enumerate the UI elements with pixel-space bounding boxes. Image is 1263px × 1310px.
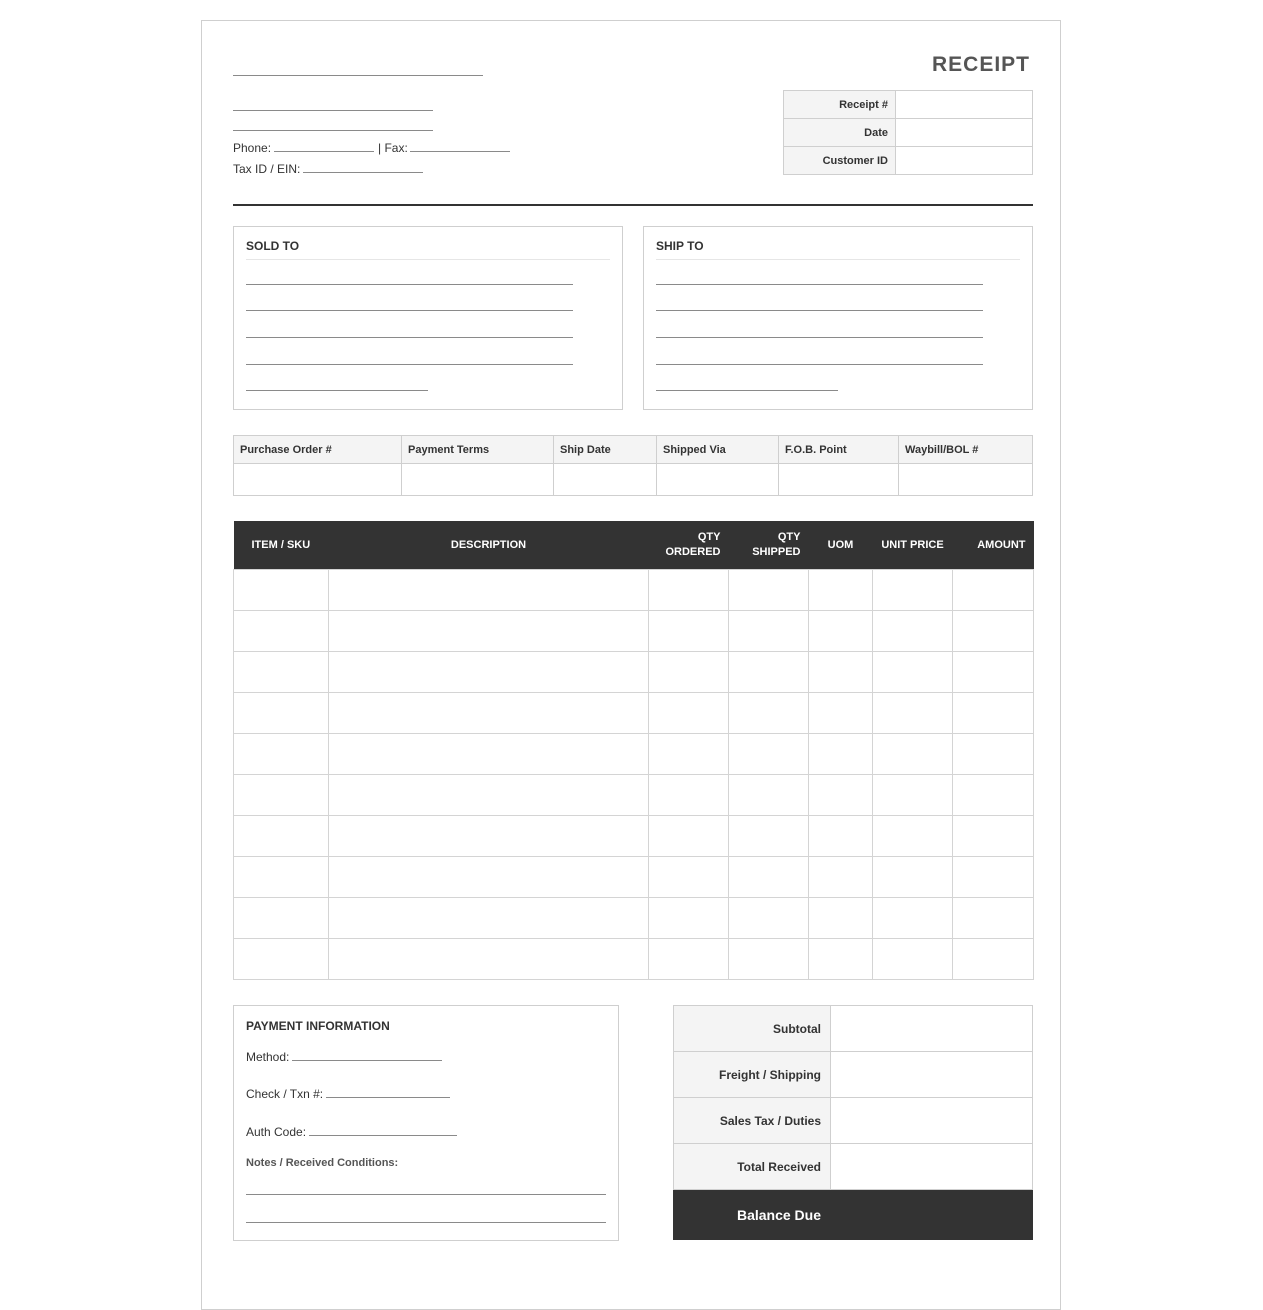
cell-unit-price[interactable] <box>873 611 953 652</box>
cell-unit-price[interactable] <box>873 734 953 775</box>
cell-unit-price[interactable] <box>873 939 953 980</box>
payment-info-box <box>233 1005 619 1241</box>
cell-qty-ordered[interactable] <box>649 611 729 652</box>
table-row <box>234 611 1034 652</box>
check-txn-label: Check / Txn #: <box>246 1087 324 1101</box>
balance-due-label: Balance Due <box>674 1190 831 1240</box>
col-shipped-via: Shipped Via <box>657 436 779 464</box>
col-item-sku: ITEM / SKU <box>234 521 329 570</box>
sold-to-line-5[interactable] <box>246 390 428 391</box>
freight-label: Freight / Shipping <box>674 1052 831 1098</box>
col-waybill: Waybill/BOL # <box>899 436 1033 464</box>
cell-qty-shipped[interactable] <box>729 898 809 939</box>
receipt-number-label: Receipt # <box>784 91 896 119</box>
cell-description[interactable] <box>329 898 649 939</box>
cell-uom[interactable] <box>809 898 873 939</box>
sold-to-line-2[interactable] <box>246 310 573 311</box>
ship-to-title: SHIP TO <box>656 239 1020 260</box>
col-uom: UOM <box>809 521 873 570</box>
subtotal-value[interactable] <box>831 1006 1033 1052</box>
payment-terms-value[interactable] <box>402 464 554 496</box>
date-value[interactable] <box>896 119 1033 147</box>
sales-tax-value[interactable] <box>831 1098 1033 1144</box>
qty-ordered-line-2: ORDERED <box>665 546 721 558</box>
tax-id-label: Tax ID / EIN: <box>233 162 301 176</box>
meta-row-receipt-number <box>784 91 1033 119</box>
items-body <box>234 570 1034 980</box>
qty-shipped-line-2: SHIPPED <box>752 546 801 558</box>
cell-qty-shipped[interactable] <box>729 693 809 734</box>
table-row <box>234 693 1034 734</box>
meta-row-date <box>784 119 1033 147</box>
cell-qty-shipped[interactable] <box>729 857 809 898</box>
notes-line-2[interactable] <box>246 1222 606 1223</box>
table-row <box>234 652 1034 693</box>
cell-description[interactable] <box>329 693 649 734</box>
method-line[interactable] <box>292 1060 442 1061</box>
col-qty-ordered <box>649 521 729 570</box>
cell-unit-price[interactable] <box>873 775 953 816</box>
total-received-label: Total Received <box>674 1144 831 1190</box>
ship-date-value[interactable] <box>554 464 657 496</box>
cell-qty-ordered[interactable] <box>649 939 729 980</box>
customer-id-label: Customer ID <box>784 147 896 175</box>
shipping-info-table <box>233 435 1033 496</box>
ship-to-line-1[interactable] <box>656 284 983 285</box>
subtotal-row <box>674 1006 1033 1052</box>
table-row <box>234 734 1034 775</box>
cell-unit-price[interactable] <box>873 652 953 693</box>
shipping-header-row <box>234 436 1033 464</box>
cell-qty-shipped[interactable] <box>729 652 809 693</box>
cell-description[interactable] <box>329 734 649 775</box>
notes-label: Notes / Received Conditions: <box>246 1157 399 1169</box>
col-payment-terms: Payment Terms <box>402 436 554 464</box>
cell-item-sku[interactable] <box>234 611 329 652</box>
cell-amount[interactable] <box>953 611 1034 652</box>
cell-uom[interactable] <box>809 816 873 857</box>
cell-item-sku[interactable] <box>234 570 329 611</box>
total-received-value[interactable] <box>831 1144 1033 1190</box>
cell-qty-shipped[interactable] <box>729 570 809 611</box>
cell-description[interactable] <box>329 857 649 898</box>
cell-qty-ordered[interactable] <box>649 857 729 898</box>
fax-label: | Fax: <box>378 141 408 155</box>
ship-to-line-4[interactable] <box>656 364 983 365</box>
col-description: DESCRIPTION <box>329 521 649 570</box>
waybill-value[interactable] <box>899 464 1033 496</box>
sales-tax-row <box>674 1098 1033 1144</box>
cell-amount[interactable] <box>953 816 1034 857</box>
cell-uom[interactable] <box>809 734 873 775</box>
cell-uom[interactable] <box>809 775 873 816</box>
cell-qty-ordered[interactable] <box>649 652 729 693</box>
ship-to-line-3[interactable] <box>656 337 983 338</box>
col-amount: AMOUNT <box>953 521 1034 570</box>
receipt-title: RECEIPT <box>931 53 1030 76</box>
line-items-table <box>233 521 1034 980</box>
cell-item-sku[interactable] <box>234 734 329 775</box>
sold-to-title: SOLD TO <box>246 239 610 260</box>
cell-qty-ordered[interactable] <box>649 816 729 857</box>
sales-tax-label: Sales Tax / Duties <box>674 1098 831 1144</box>
customer-id-value[interactable] <box>896 147 1033 175</box>
cell-unit-price[interactable] <box>873 898 953 939</box>
cell-qty-shipped[interactable] <box>729 939 809 980</box>
table-row <box>234 857 1034 898</box>
receipt-page <box>201 20 1061 1310</box>
purchase-order-value[interactable] <box>234 464 402 496</box>
ship-to-line-2[interactable] <box>656 310 983 311</box>
cell-amount[interactable] <box>953 898 1034 939</box>
col-purchase-order: Purchase Order # <box>234 436 402 464</box>
sold-to-line-3[interactable] <box>246 337 573 338</box>
freight-row <box>674 1052 1033 1098</box>
table-row <box>234 570 1034 611</box>
cell-qty-shipped[interactable] <box>729 611 809 652</box>
cell-item-sku[interactable] <box>234 939 329 980</box>
cell-uom[interactable] <box>809 570 873 611</box>
payment-info-title: PAYMENT INFORMATION <box>246 1019 390 1033</box>
sold-to-line-1[interactable] <box>246 284 573 285</box>
cell-uom[interactable] <box>809 693 873 734</box>
cell-description[interactable] <box>329 611 649 652</box>
cell-amount[interactable] <box>953 734 1034 775</box>
method-label: Method: <box>246 1050 290 1064</box>
balance-due-value[interactable] <box>831 1190 1033 1240</box>
cell-uom[interactable] <box>809 652 873 693</box>
notes-line-1[interactable] <box>246 1194 606 1195</box>
table-row <box>234 939 1034 980</box>
cell-amount[interactable] <box>953 652 1034 693</box>
cell-description[interactable] <box>329 652 649 693</box>
tax-id-line[interactable] <box>303 172 423 173</box>
sold-to-line-4[interactable] <box>246 364 573 365</box>
meta-row-customer-id <box>784 147 1033 175</box>
col-qty-shipped <box>729 521 809 570</box>
cell-item-sku[interactable] <box>234 857 329 898</box>
cell-amount[interactable] <box>953 857 1034 898</box>
cell-uom[interactable] <box>809 857 873 898</box>
cell-unit-price[interactable] <box>873 857 953 898</box>
cell-description[interactable] <box>329 816 649 857</box>
cell-uom[interactable] <box>809 611 873 652</box>
col-fob-point: F.O.B. Point <box>779 436 899 464</box>
balance-due-row <box>674 1190 1033 1240</box>
qty-ordered-line-1: QTY <box>697 531 721 543</box>
cell-description[interactable] <box>329 775 649 816</box>
receipt-meta-table <box>783 90 1033 175</box>
cell-unit-price[interactable] <box>873 693 953 734</box>
fax-line[interactable] <box>410 151 510 152</box>
cell-amount[interactable] <box>953 693 1034 734</box>
cell-qty-ordered[interactable] <box>649 693 729 734</box>
phone-label: Phone: <box>233 141 272 155</box>
subtotal-label: Subtotal <box>674 1006 831 1052</box>
totals-table <box>673 1005 1033 1240</box>
sold-to-box <box>233 226 623 410</box>
cell-amount[interactable] <box>953 939 1034 980</box>
cell-qty-ordered[interactable] <box>649 898 729 939</box>
cell-item-sku[interactable] <box>234 652 329 693</box>
cell-qty-ordered[interactable] <box>649 570 729 611</box>
auth-code-line[interactable] <box>309 1135 457 1136</box>
cell-item-sku[interactable] <box>234 898 329 939</box>
table-row <box>234 816 1034 857</box>
cell-qty-shipped[interactable] <box>729 734 809 775</box>
ship-to-line-5[interactable] <box>656 390 838 391</box>
company-name-line[interactable] <box>233 75 483 76</box>
phone-line[interactable] <box>274 151 374 152</box>
qty-shipped-line-1: QTY <box>777 531 801 543</box>
cell-qty-shipped[interactable] <box>729 816 809 857</box>
table-row <box>234 775 1034 816</box>
cell-qty-ordered[interactable] <box>649 734 729 775</box>
cell-qty-shipped[interactable] <box>729 775 809 816</box>
freight-value[interactable] <box>831 1052 1033 1098</box>
cell-item-sku[interactable] <box>234 775 329 816</box>
cell-description[interactable] <box>329 939 649 980</box>
auth-code-label: Auth Code: <box>246 1125 307 1139</box>
company-address-line-1[interactable] <box>233 110 433 111</box>
check-txn-line[interactable] <box>326 1097 450 1098</box>
company-address-line-2[interactable] <box>233 130 433 131</box>
col-ship-date: Ship Date <box>554 436 657 464</box>
items-header-row <box>234 521 1034 570</box>
shipping-value-row <box>234 464 1033 496</box>
col-unit-price: UNIT PRICE <box>873 521 953 570</box>
shipped-via-value[interactable] <box>657 464 779 496</box>
ship-to-box <box>643 226 1033 410</box>
cell-unit-price[interactable] <box>873 570 953 611</box>
cell-unit-price[interactable] <box>873 816 953 857</box>
cell-uom[interactable] <box>809 939 873 980</box>
cell-description[interactable] <box>329 570 649 611</box>
cell-item-sku[interactable] <box>234 693 329 734</box>
cell-item-sku[interactable] <box>234 816 329 857</box>
header-divider <box>233 204 1033 206</box>
total-received-row <box>674 1144 1033 1190</box>
fob-point-value[interactable] <box>779 464 899 496</box>
receipt-number-value[interactable] <box>896 91 1033 119</box>
cell-amount[interactable] <box>953 775 1034 816</box>
cell-amount[interactable] <box>953 570 1034 611</box>
date-label: Date <box>784 119 896 147</box>
table-row <box>234 898 1034 939</box>
cell-qty-ordered[interactable] <box>649 775 729 816</box>
